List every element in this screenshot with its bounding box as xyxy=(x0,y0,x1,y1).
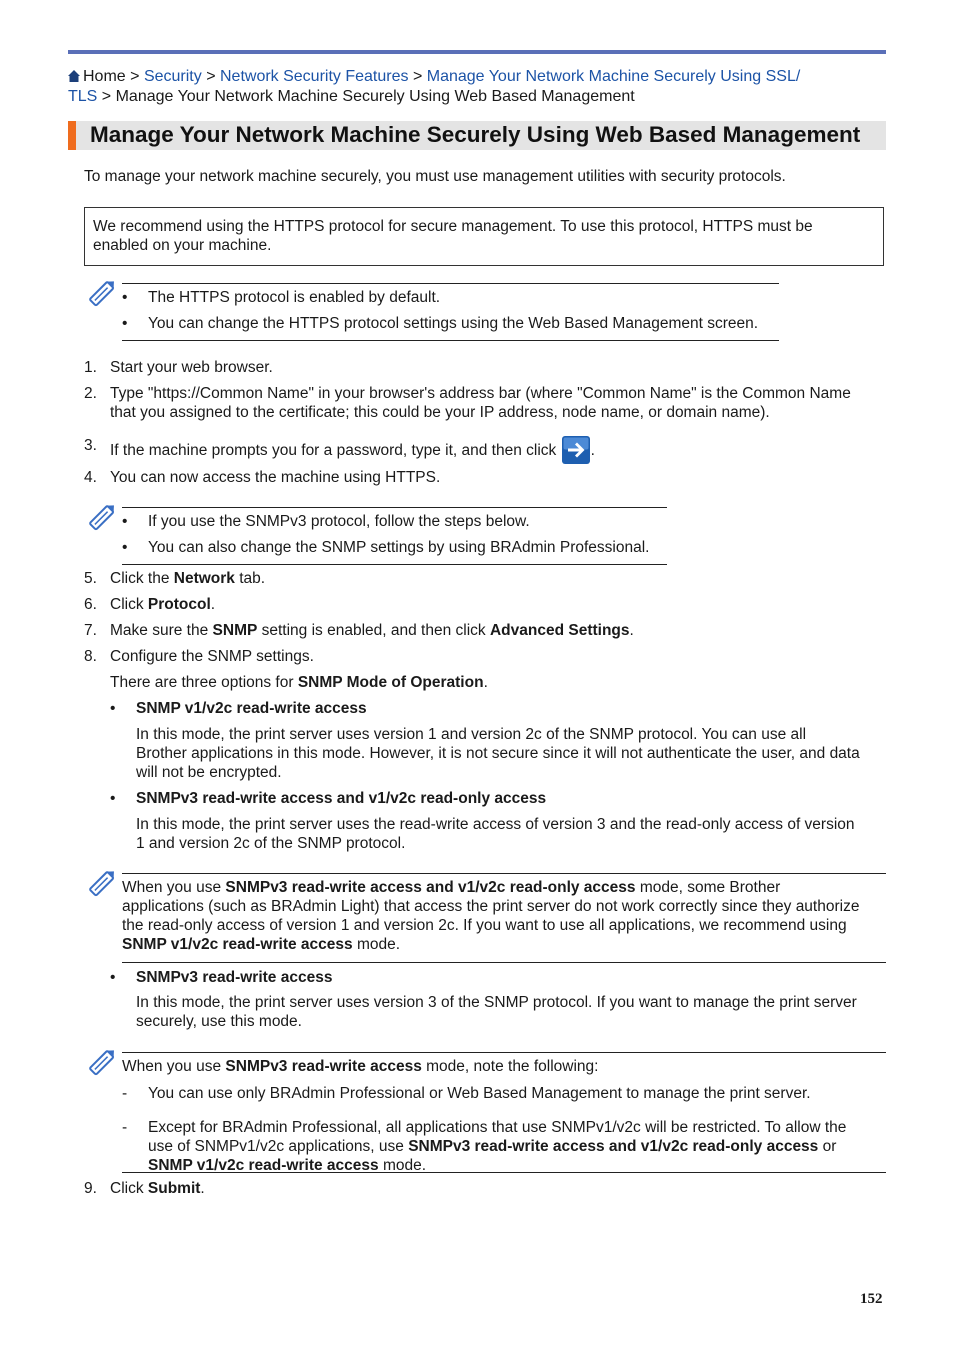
note-line xyxy=(122,1057,888,1076)
step-8-options xyxy=(110,673,886,692)
mode-3-title xyxy=(136,968,886,987)
page-title: Manage Your Network Machine Securely Using Web Based Management xyxy=(90,122,861,147)
breadcrumb xyxy=(68,67,868,107)
step-text: . xyxy=(210,596,216,613)
note-text: You can use only BRAdmin Professional or Web Based Management to manage the print server. xyxy=(148,1085,811,1102)
breadcrumb-home: Home xyxy=(83,68,126,85)
step-number: 3. xyxy=(84,437,97,454)
note-ui-label: SNMPv3 read-write access and v1/v2c read-only access xyxy=(408,1138,819,1155)
recommend-box xyxy=(84,207,884,266)
step-ui-label: SNMP xyxy=(212,622,258,639)
step-8: Configure the SNMP settings. xyxy=(110,648,314,665)
intro-text: To manage your network machine securely, you must use management utilities with security protocols. xyxy=(84,168,786,185)
step-number: 1. xyxy=(84,359,97,376)
pencil-note-icon xyxy=(86,866,120,900)
step-text: setting is enabled, and then click xyxy=(257,622,490,639)
note-rule xyxy=(122,340,779,341)
step-text: Make sure the xyxy=(110,622,213,639)
note-ui-label: SNMPv3 read-write access and v1/v2c read-only access xyxy=(225,879,636,896)
breadcrumb-ssl-link-cont[interactable]: TLS xyxy=(68,88,98,105)
bullet: • xyxy=(110,790,116,807)
step-ui-label: SNMP Mode of Operation xyxy=(297,674,484,691)
mode-text: will not be encrypted. xyxy=(136,764,282,781)
note-text: You can change the HTTPS protocol settings using the Web Based Management screen. xyxy=(148,315,759,332)
mode-title: SNMP v1/v2c read-write access xyxy=(136,700,367,717)
note-text: If you use the SNMPv3 protocol, follow the steps below. xyxy=(148,513,530,530)
heading-accent-bar xyxy=(68,121,76,150)
note-text: mode. xyxy=(352,936,401,953)
note-text: mode, some Brother xyxy=(635,879,781,896)
note-3 xyxy=(122,878,888,954)
note-text: The HTTPS protocol is enabled by default. xyxy=(148,289,441,306)
list-item: • The HTTPS protocol is enabled by default. xyxy=(122,289,441,306)
note-line xyxy=(122,935,888,954)
note-4 xyxy=(122,1057,888,1175)
mode-title: SNMPv3 read-write access xyxy=(136,969,333,986)
top-rule xyxy=(68,50,886,54)
breadcrumb-ssl-link[interactable]: Manage Your Network Machine Securely Using SSL/ xyxy=(426,68,801,85)
breadcrumb-network-security-features-link[interactable]: Network Security Features xyxy=(219,68,409,85)
note-rule xyxy=(122,873,886,874)
step-number: 4. xyxy=(84,469,97,486)
breadcrumb-current: Manage Your Network Machine Securely Using Web Based Management xyxy=(115,88,635,105)
step-number: 8. xyxy=(84,648,97,665)
arrow-right-button-icon xyxy=(562,436,590,464)
note-rule xyxy=(122,507,667,508)
breadcrumb-security-link[interactable]: Security xyxy=(143,68,202,85)
note-text: applications (such as BRAdmin Light) that access the print server do not work correctly since they authorize xyxy=(122,898,860,915)
breadcrumb-separator: > xyxy=(412,68,423,85)
mode-3-description xyxy=(136,993,888,1031)
list-item: • If you use the SNMPv3 protocol, follow the steps below. xyxy=(122,513,530,530)
note-text: mode, note the following: xyxy=(421,1058,599,1075)
note-text: mode. xyxy=(378,1157,427,1174)
mode-text: 1 and version 2c of the SNMP protocol. xyxy=(136,835,406,852)
step-text: that you assigned to the certificate; this could be your IP address, node name, or domain name). xyxy=(110,404,770,421)
note-2 xyxy=(122,512,682,557)
step-number: 6. xyxy=(84,596,97,613)
step-text: If the machine prompts you for a password, type it, and then click xyxy=(110,442,557,459)
note-rule xyxy=(122,1172,886,1173)
mode-1-title xyxy=(136,699,886,718)
pencil-note-icon xyxy=(86,1045,120,1079)
note-ui-label: SNMP v1/v2c read-write access xyxy=(122,936,353,953)
bullet: • xyxy=(110,969,116,986)
mode-text: securely, use this mode. xyxy=(136,1013,302,1030)
step-ui-label: Protocol xyxy=(147,596,211,613)
note-text: When you use xyxy=(122,879,226,896)
note-text: Except for BRAdmin Professional, all applications that use SNMPv1/v2c will be restricted. To allow the xyxy=(148,1119,847,1136)
step-text: There are three options for xyxy=(110,674,298,691)
list-item: - Except for BRAdmin Professional, all applications that use SNMPv1/v2c will be restricted. To allow the use of SNMPv1/v2c applications, use SNMPv3 read-write access and v1/v2c read-only access or SNMP v1/v2c read-write access mode. xyxy=(122,1119,847,1174)
note-1 xyxy=(122,288,782,333)
step-3 xyxy=(110,436,886,464)
step-text: tab. xyxy=(234,570,266,587)
page-heading xyxy=(68,121,886,150)
mode-text: In this mode, the print server uses version 1 and version 2c of the SNMP protocol. You can use all xyxy=(136,726,807,743)
note-text: When you use xyxy=(122,1058,226,1075)
step-text: . xyxy=(483,674,488,691)
mode-title: SNMPv3 read-write access and v1/v2c read-only access xyxy=(136,790,547,807)
step-2 xyxy=(110,384,886,422)
note-ui-label: SNMP v1/v2c read-write access xyxy=(148,1157,379,1174)
note-line xyxy=(122,878,888,897)
step-ui-label: Advanced Settings xyxy=(489,622,630,639)
step-ui-label: Submit xyxy=(147,1180,201,1197)
step-4: You can now access the machine using HTTPS. xyxy=(110,469,441,486)
recommend-line: We recommend using the HTTPS protocol for secure management. To use this protocol, HTTPS must be xyxy=(93,218,813,235)
step-number: 9. xyxy=(84,1180,97,1197)
step-number: 7. xyxy=(84,622,97,639)
breadcrumb-separator: > xyxy=(101,88,112,105)
pencil-note-icon xyxy=(86,500,120,534)
step-text: . xyxy=(200,1180,205,1197)
mode-2-title xyxy=(136,789,886,808)
step-text: Type "https://Common Name" in your browser's address bar (where "Common Name" is the Common Name xyxy=(110,385,851,402)
breadcrumb-separator: > xyxy=(206,68,216,85)
note-rule xyxy=(122,962,886,963)
pencil-note-icon xyxy=(86,276,120,310)
step-9 xyxy=(110,1179,886,1198)
note-ui-label: SNMPv3 read-write access xyxy=(225,1058,422,1075)
page-number: 152 xyxy=(860,1291,883,1307)
list-item: • You can also change the SNMP settings by using BRAdmin Professional. xyxy=(122,539,650,556)
note-text: the read-only access of version 1 and version 2c. If you want to use all applications, we recommend using xyxy=(122,917,847,934)
note-dash-item-2 xyxy=(148,1118,846,1175)
home-icon xyxy=(68,70,80,82)
step-text: Click xyxy=(110,1180,148,1197)
mode-text: In this mode, the print server uses version 3 of the SNMP protocol. If you want to manage the print server xyxy=(136,994,857,1011)
step-7 xyxy=(110,621,886,640)
note-text: use of SNMPv1/v2c applications, use xyxy=(148,1138,409,1155)
step-text: . xyxy=(590,442,595,459)
step-text: Click xyxy=(110,596,148,613)
list-item: • You can change the HTTPS protocol settings using the Web Based Management screen. xyxy=(122,315,759,332)
note-text: or xyxy=(818,1138,837,1155)
step-number: 5. xyxy=(84,570,97,587)
bullet: • xyxy=(110,700,116,717)
mode-2-description xyxy=(136,815,888,853)
step-5 xyxy=(110,569,886,588)
step-text: . xyxy=(629,622,634,639)
note-text: You can also change the SNMP settings by using BRAdmin Professional. xyxy=(148,539,650,556)
recommend-line: enabled on your machine. xyxy=(93,237,272,254)
mode-text: Brother applications in this mode. However, it is not secure since it will not authenticate the user, and data xyxy=(136,745,860,762)
step-number: 2. xyxy=(84,385,97,402)
mode-1-description xyxy=(136,725,888,782)
list-item: - You can use only BRAdmin Professional or Web Based Management to manage the print server. xyxy=(122,1085,811,1102)
step-ui-label: Network xyxy=(173,570,235,587)
step-text: Click the xyxy=(110,570,174,587)
step-1: Start your web browser. xyxy=(110,359,273,376)
mode-text: In this mode, the print server uses the read-write access of version 3 and the read-only access of version xyxy=(136,816,855,833)
note-rule xyxy=(122,1052,886,1053)
note-rule xyxy=(122,564,667,565)
step-6 xyxy=(110,595,886,614)
note-rule xyxy=(122,283,779,284)
breadcrumb-separator: > xyxy=(130,68,140,85)
